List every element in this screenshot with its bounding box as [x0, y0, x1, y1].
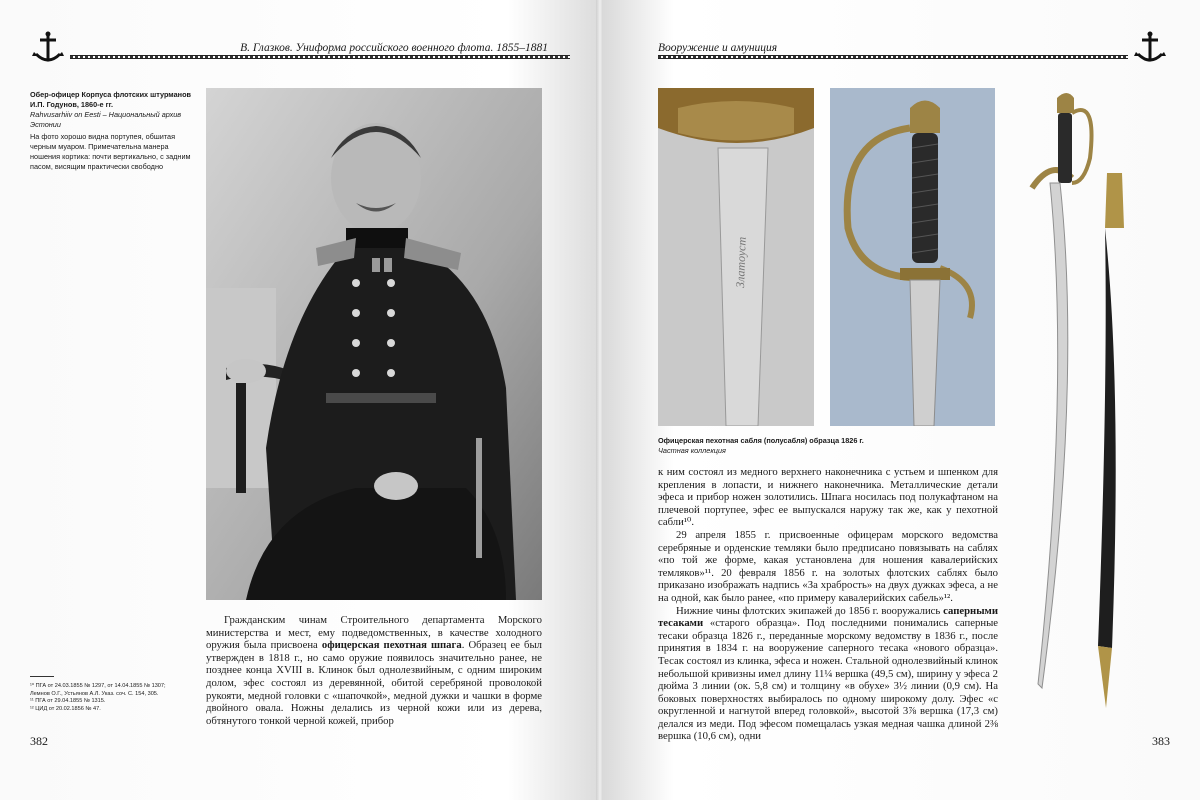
officer-photo-illustration	[206, 88, 542, 600]
running-head: В. Глазков. Униформа российского военного флота. 1855–1881	[240, 42, 548, 54]
caption-source: Rahvusarhiiv on Eesti – Национальный архив Эстонии	[30, 110, 182, 129]
paragraph-text: Нижние чины флотских экипажей до 1856 г. вооружались	[676, 604, 944, 617]
page-number: 382	[30, 734, 48, 748]
caption-title: Офицерская пехотная сабля (полусабля) образца 1826 г.	[658, 436, 864, 445]
page-number: 383	[1152, 734, 1170, 748]
photo-caption	[30, 90, 200, 172]
right-page	[602, 0, 1200, 800]
caption-source: Частная коллекция	[658, 446, 726, 455]
running-head: Вооружение и амуниция	[658, 42, 778, 54]
caption-title: Обер-офицер Корпуса флотских штурманов И.П. Годунов, 1860-е гг.	[30, 90, 192, 109]
blade-closeup-photo	[658, 88, 814, 426]
hilt-photo	[830, 88, 995, 426]
left-page	[0, 0, 598, 800]
caption-description: На фото хорошо видна портупея, обшитая черным муаром. Примечательна манера ношения кортика: почти вертикально, с задним пасом, висящим практически свободно	[30, 132, 191, 171]
body-text	[658, 466, 998, 743]
paragraph-emphasis: офицерская пехотная шпага	[321, 639, 462, 652]
footnote: Лемнов О.Г., Устьянов А.Л. Указ. соч. С. 154, 305.	[30, 690, 159, 697]
paragraph-text: «старого образца». Под последними понимались саперные тесаки образца 1826 г., переданные морскому ведомству в 1836 г., после принятия в 1834 г. на вооружение саперного тесака «нового образца». Тесак состоял из клинка, эфеса и ножен. Стальной однолезвийный клинок небольшой кривизны имел длину 11¼ вершка (49,5 см), ширину у эфеса 2 дюйма 3 линии (ок. 5,8 см) и толщину «в обухе» 3½ линии (0,9 см). На боковых поверхностях выбиралось по одному широкому долу. Эфес «с округленной и нагнутой вперед головкой», высотой 3⅞ вершка (17,3 см) делался из меди. Под эфесом помещалась узкая медная чашка длиной 2⅜ вершка (10,6 см), одни	[658, 617, 998, 743]
hilt-illustration	[830, 88, 995, 426]
paragraph	[658, 605, 998, 744]
paragraph-emphasis: саперными тесаками	[658, 604, 998, 630]
header-rule	[70, 55, 570, 59]
paragraph-text: Гражданским чинам Строительного департамента Морского министерства и мест, ему подведомственных, в качестве холодного оружия была присвоена	[206, 614, 542, 652]
footnote: ¹⁰ ПГА от 24.03.1855 № 1297, от 14.04.1855 № 1307;	[30, 683, 166, 689]
blade-closeup-illustration	[658, 88, 814, 426]
paragraph	[206, 614, 542, 727]
footnote: ¹¹ ПГА от 29.04.1855 № 1315.	[30, 698, 106, 705]
blade-inscription: Златоуст	[733, 236, 749, 289]
saber-and-scabbard-illustration	[1012, 88, 1162, 718]
paragraph: к ним состоял из медного верхнего наконечника с устьем и шпенком для крепления в лопасти, и нижнего наконечника. Металлические детали эфеса и прибор ножен золотились. Шпага носилась под полукафтаном на плечевой портупее, эфес ее выпускался наружу так же, как у пехотной сабли¹⁰.	[658, 466, 998, 529]
body-text	[206, 614, 542, 727]
anchor-emblem-icon	[1132, 30, 1168, 66]
paragraph-text: . Образец ее был утвержден в 1818 г., но само оружие появилось значительно ранее, не позднее конца XVIII в. Клинок был однолезвийным, с одним широким долом, эфес состоял из деревянной, обитой серебряной проволокой рукояти, медной головки с «шапочкой», медной дужки и чашки в форме двойного овала. Ножны делались из черной кожи или из дерева, обтянутого тонкой черной кожей, прибор	[206, 639, 542, 727]
header-rule	[658, 55, 1128, 59]
footnote: ¹² ЦИД от 20.02.1856 № 47.	[30, 705, 101, 712]
footnote-rule	[30, 676, 54, 677]
footnotes	[30, 676, 200, 713]
saber-caption	[658, 436, 978, 456]
officer-photograph	[206, 88, 542, 600]
anchor-emblem-icon	[30, 30, 66, 66]
paragraph: 29 апреля 1855 г. присвоенные офицерам морского ведомства серебряные и орденские темляки было предписано повязывать на саблях «по той же форме, какая установлена для ношения кавалерийских темляков»¹¹. 20 февраля 1856 г. на золотых флотских саблях было приказано изображать надпись «За храбрость» на двух дужках эфеса, а не на одной, как было ранее, «по примеру кавалерийских сабель»¹².	[658, 528, 998, 604]
